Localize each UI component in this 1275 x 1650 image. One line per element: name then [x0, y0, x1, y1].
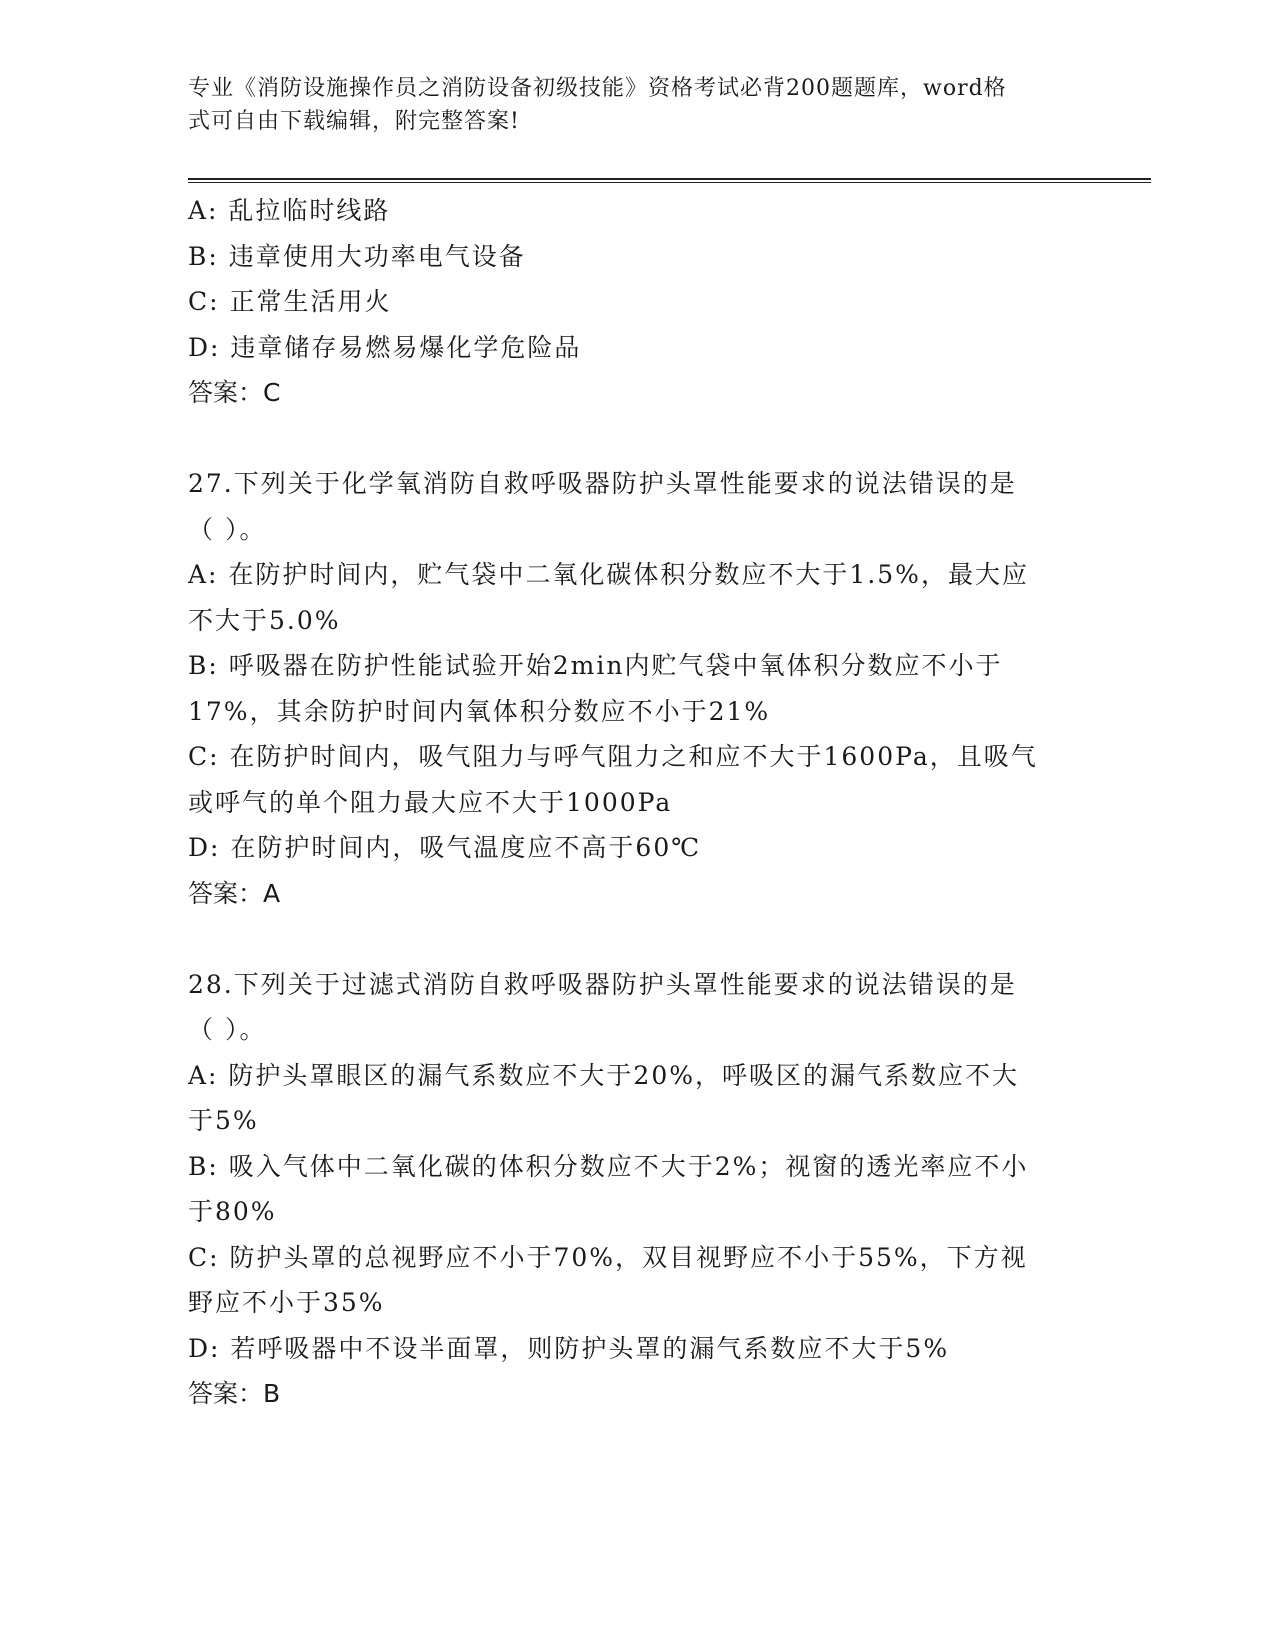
question-stem-cont: （ ）。 [188, 514, 267, 544]
option-a: A: 防护头罩眼区的漏气系数应不大于20%，呼吸区的漏气系数应不大 [188, 1060, 1019, 1090]
answer: 答案：A [188, 878, 281, 908]
header-line-2: 式可自由下载编辑，附完整答案! [188, 109, 520, 134]
option-b: B: 违章使用大功率电气设备 [188, 241, 526, 271]
document-header [188, 72, 1068, 138]
option-b: B: 吸入气体中二氧化碳的体积分数应不大于2%；视窗的透光率应不小 [188, 1151, 1029, 1181]
question-26 [188, 188, 1088, 416]
option-c: C: 防护头罩的总视野应不小于70%，双目视野应不小于55%，下方视 [188, 1242, 1028, 1272]
option-d: D: 若呼吸器中不设半面罩，则防护头罩的漏气系数应不大于5% [188, 1333, 950, 1363]
spacer [188, 916, 1088, 962]
question-27 [188, 461, 1088, 916]
header-divider [188, 178, 1151, 183]
option-b-cont: 于80% [188, 1197, 277, 1226]
answer: 答案：B [188, 1379, 281, 1408]
option-c-cont: 野应不小于35% [188, 1288, 385, 1317]
option-a-cont: 于5% [188, 1106, 259, 1135]
answer: 答案：C [188, 378, 281, 407]
spacer [188, 416, 1088, 462]
option-a: A: 乱拉临时线路 [188, 196, 391, 225]
question-list [188, 188, 1088, 1417]
question-stem-cont: （ ）。 [188, 1015, 267, 1044]
option-b: B: 呼吸器在防护性能试验开始2min内贮气袋中氧体积分数应不小于 [188, 651, 1003, 680]
option-b-cont: 17%，其余防护时间内氧体积分数应不小于21% [188, 696, 771, 726]
option-a: A: 在防护时间内，贮气袋中二氧化碳体积分数应不大于1.5%，最大应 [188, 560, 1029, 589]
option-a-cont: 不大于5.0% [188, 605, 341, 635]
header-line-1: 专业《消防设施操作员之消防设备初级技能》资格考试必背200题题库，word格 [188, 76, 1007, 101]
question-stem: 28.下列关于过滤式消防自救呼吸器防护头罩性能要求的说法错误的是 [188, 969, 1017, 999]
question-28 [188, 962, 1088, 1417]
option-c-cont: 或呼气的单个阻力最大应不大于1000Pa [188, 787, 673, 817]
option-d: D: 在防护时间内，吸气温度应不高于60℃ [188, 833, 702, 862]
option-c: C: 正常生活用火 [188, 287, 392, 316]
option-d: D: 违章储存易燃易爆化学危险品 [188, 332, 582, 362]
question-stem: 27.下列关于化学氧消防自救呼吸器防护头罩性能要求的说法错误的是 [188, 469, 1017, 498]
option-c: C: 在防护时间内，吸气阻力与呼气阻力之和应不大于1600Pa，且吸气 [188, 742, 1038, 771]
